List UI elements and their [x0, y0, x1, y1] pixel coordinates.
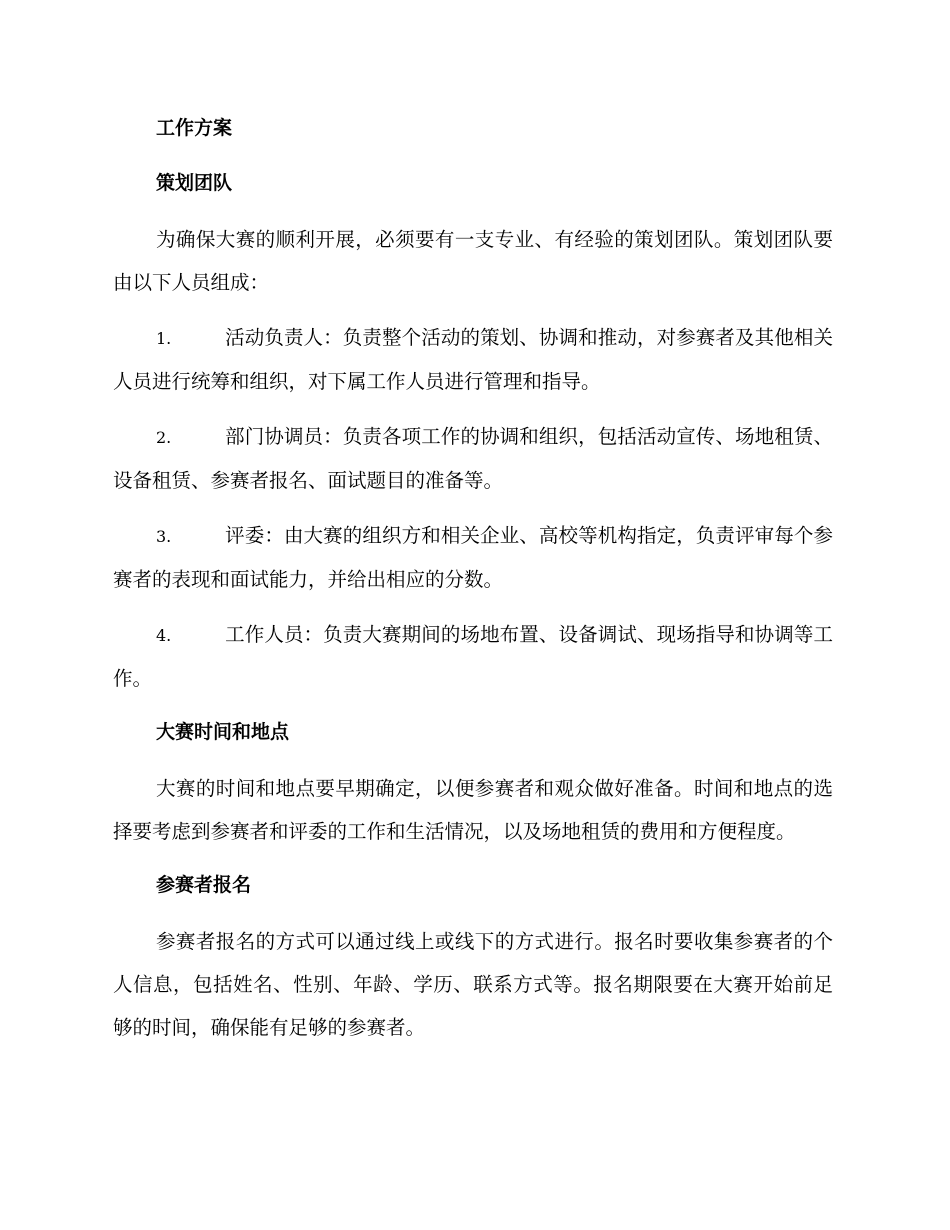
- list-item: [113, 613, 833, 700]
- list-number: 4.: [156, 626, 172, 645]
- list-item: [113, 514, 833, 601]
- list-item: [113, 316, 833, 403]
- list-item-text: 工作人员：负责大赛期间的场地布置、设备调试、现场指导和协调等工作。: [113, 623, 833, 690]
- section-intro-planning-team: 为确保大赛的顺利开展，必须要有一支专业、有经验的策划团队。策划团队要由以下人员组成：: [113, 228, 833, 294]
- list-item: [113, 415, 833, 502]
- list-number: 3.: [156, 527, 172, 546]
- list-item-text: 部门协调员：负责各项工作的协调和组织，包括活动宣传、场地租赁、设备租赁、参赛者报名、面试题目的准备等。: [113, 425, 833, 492]
- section-heading-registration: 参赛者报名: [156, 874, 252, 896]
- section-heading-planning-team: 策划团队: [156, 172, 233, 194]
- document-title: 工作方案: [156, 117, 233, 139]
- list-item-text: 活动负责人：负责整个活动的策划、协调和推动，对参赛者及其他相关人员进行统筹和组织，对下属工作人员进行管理和指导。: [113, 326, 833, 393]
- section-heading-time-location: 大赛时间和地点: [156, 721, 290, 743]
- document-body: [113, 108, 833, 1061]
- section-body-time-location: 大赛的时间和地点要早期确定，以便参赛者和观众做好准备。时间和地点的选择要考虑到参赛者和评委的工作和生活情况，以及场地租赁的费用和方便程度。: [113, 777, 833, 843]
- list-item-text: 评委：由大赛的组织方和相关企业、高校等机构指定，负责评审每个参赛者的表现和面试能力，并给出相应的分数。: [113, 524, 833, 591]
- list-number: 1.: [156, 329, 172, 348]
- section-body-registration: 参赛者报名的方式可以通过线上或线下的方式进行。报名时要收集参赛者的个人信息，包括姓名、性别、年龄、学历、联系方式等。报名期限要在大赛开始前足够的时间，确保能有足够的参赛者。: [113, 930, 833, 1039]
- list-number: 2.: [156, 428, 172, 447]
